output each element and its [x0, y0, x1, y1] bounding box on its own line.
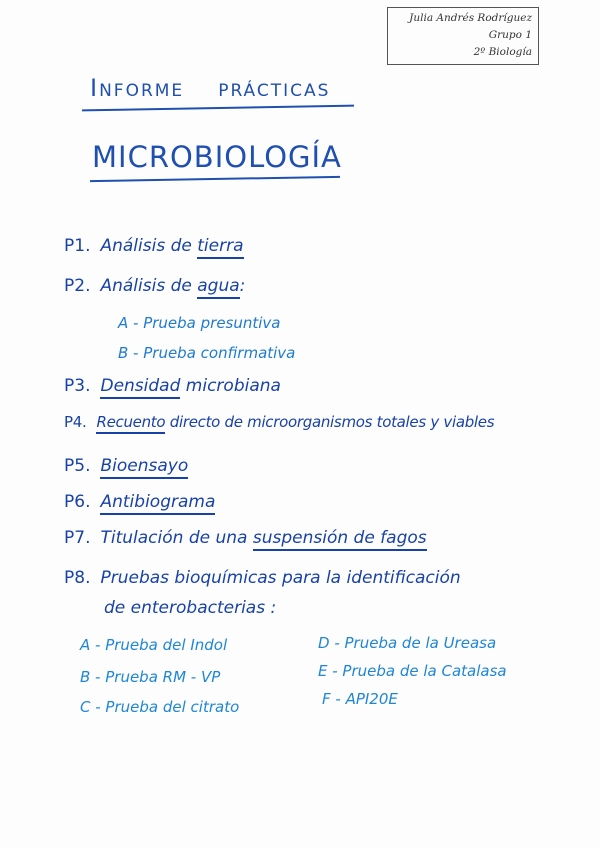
practice-text: Análisis de [100, 276, 198, 296]
test-f: F - API20E [322, 690, 398, 708]
student-group: Grupo 1 [488, 29, 532, 41]
practice-code: P1. [64, 236, 91, 256]
practice-code: P5. [64, 456, 91, 476]
practice-code: P2. [64, 276, 91, 296]
practice-item [64, 236, 244, 256]
test-c: C - Prueba del citrato [80, 698, 240, 716]
practice-text-end: directo de microorganismos totales y viables [165, 413, 495, 431]
practice-item [64, 528, 427, 548]
subject-underline [90, 176, 340, 182]
title-word-practicas: prácticas [218, 74, 331, 102]
practice-item [64, 568, 461, 588]
test-d: D - Prueba de la Ureasa [318, 634, 497, 652]
practice-code: P3. [64, 376, 91, 396]
p2-subitem-b: B - Prueba confirmativa [118, 344, 296, 362]
practice-text-end: : [239, 276, 246, 296]
p8-continuation: de enterobacterias : [104, 598, 277, 618]
student-name: Julia Andrés Rodríguez [409, 12, 532, 24]
test-a: A - Prueba del Indol [80, 636, 228, 654]
practice-keyword: Bioensayo [100, 456, 188, 479]
student-course: 2º Biología [473, 46, 532, 58]
practice-item [64, 492, 215, 512]
test-e: E - Prueba de la Catalasa [318, 662, 507, 680]
subject-title: MICROBIOLOGÍA [92, 140, 342, 174]
practice-keyword: suspensión de fagos [253, 528, 427, 551]
practice-item [64, 456, 188, 476]
title-underline [82, 105, 354, 112]
practice-keyword: Recuento [96, 413, 165, 434]
practice-code: P7. [64, 528, 91, 548]
practice-keyword: tierra [197, 236, 243, 259]
test-b: B - Prueba RM - VP [80, 668, 221, 686]
p2-subitem-a: A - Prueba presuntiva [118, 314, 281, 332]
practice-text-end: microbiana [180, 376, 281, 396]
title-word-informe: Informe [90, 74, 185, 102]
practice-item [64, 413, 494, 431]
practice-code: P8. [64, 568, 91, 588]
practice-text: Pruebas bioquímicas para la identificación [100, 568, 461, 588]
report-title [90, 74, 330, 102]
practice-keyword: Antibiograma [100, 492, 215, 515]
practice-code: P4. [64, 413, 87, 431]
practice-text: Titulación de una [100, 528, 253, 548]
practice-keyword: Densidad [100, 376, 180, 399]
practice-keyword: agua [197, 276, 239, 299]
practice-item [64, 376, 281, 396]
practice-code: P6. [64, 492, 91, 512]
practice-text: Análisis de [100, 236, 198, 256]
student-info-box [387, 7, 539, 65]
practice-item [64, 276, 245, 296]
